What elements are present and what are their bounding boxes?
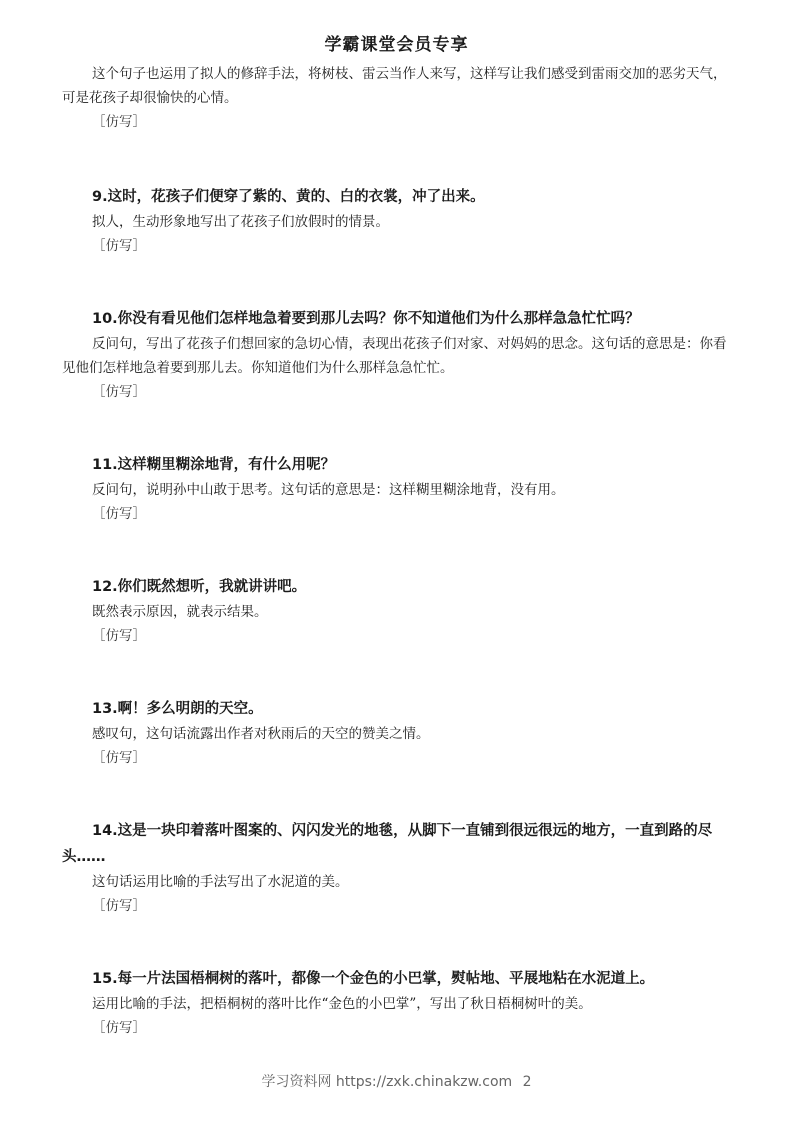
question-14: 14.这是一块印着落叶图案的、闪闪发光的地毯，从脚下一直铺到很远很远的地方，一直到路的尽头……: [62, 823, 713, 865]
answer-11: 反问句，说明孙中山敢于思考。这句话的意思是：这样糊里糊涂地背，没有用。: [92, 482, 565, 498]
page-number: 2: [522, 1074, 532, 1090]
item-11: [62, 452, 732, 526]
document-body: [62, 62, 732, 1040]
item-13: [62, 696, 732, 770]
imitate-label: ［仿写］: [92, 898, 146, 914]
imitate-label: ［仿写］: [92, 628, 146, 644]
question-9: 9.这时，花孩子们便穿了紫的、黄的、白的衣裳，冲了出来。: [92, 189, 485, 205]
item-14: [62, 818, 732, 918]
question-10: 10.你没有看见他们怎样地急着要到那儿去吗？你不知道他们为什么那样急急忙忙吗？: [92, 311, 640, 327]
item-10: [62, 306, 732, 404]
answer-15: 运用比喻的手法，把梧桐树的落叶比作“金色的小巴掌”，写出了秋日梧桐树叶的美。: [92, 996, 592, 1012]
imitate-label: ［仿写］: [92, 114, 146, 130]
item-9: [62, 184, 732, 258]
question-13: 13.啊！多么明朗的天空。: [92, 701, 263, 717]
question-11: 11.这样糊里糊涂地背，有什么用呢？: [92, 457, 336, 473]
item-15: [62, 966, 732, 1040]
answer-9: 拟人，生动形象地写出了花孩子们放假时的情景。: [92, 214, 389, 230]
question-12: 12.你们既然想听，我就讲讲吧。: [92, 579, 307, 595]
page-header: 学霸课堂会员专享: [324, 35, 469, 55]
answer-12: 既然表示原因，就表示结果。: [92, 604, 268, 620]
intro-text: 这个句子也运用了拟人的修辞手法，将树枝、雷云当作人来写，这样写让我们感受到雷雨交加的恶劣天气，可是花孩子却很愉快的心情。: [62, 66, 727, 106]
imitate-label: ［仿写］: [92, 750, 146, 766]
item-12: [62, 574, 732, 648]
page-footer: [0, 1071, 793, 1091]
imitate-label: ［仿写］: [92, 1020, 146, 1036]
answer-13: 感叹句，这句话流露出作者对秋雨后的天空的赞美之情。: [92, 726, 430, 742]
imitate-label: ［仿写］: [92, 506, 146, 522]
answer-14: 这句话运用比喻的手法写出了水泥道的美。: [92, 874, 349, 890]
question-15: 15.每一片法国梧桐树的落叶，都像一个金色的小巴掌，熨帖地、平展地粘在水泥道上。: [92, 971, 655, 987]
footer-text: 学习资料网 https://zxk.chinakzw.com: [261, 1074, 513, 1090]
answer-10: 反问句，写出了花孩子们想回家的急切心情，表现出花孩子们对家、对妈妈的思念。这句话的意思是：你看见他们怎样地急着要到那儿去。你知道他们为什么那样急急忙忙。: [62, 336, 727, 376]
imitate-label: ［仿写］: [92, 238, 146, 254]
imitate-label: ［仿写］: [92, 384, 146, 400]
